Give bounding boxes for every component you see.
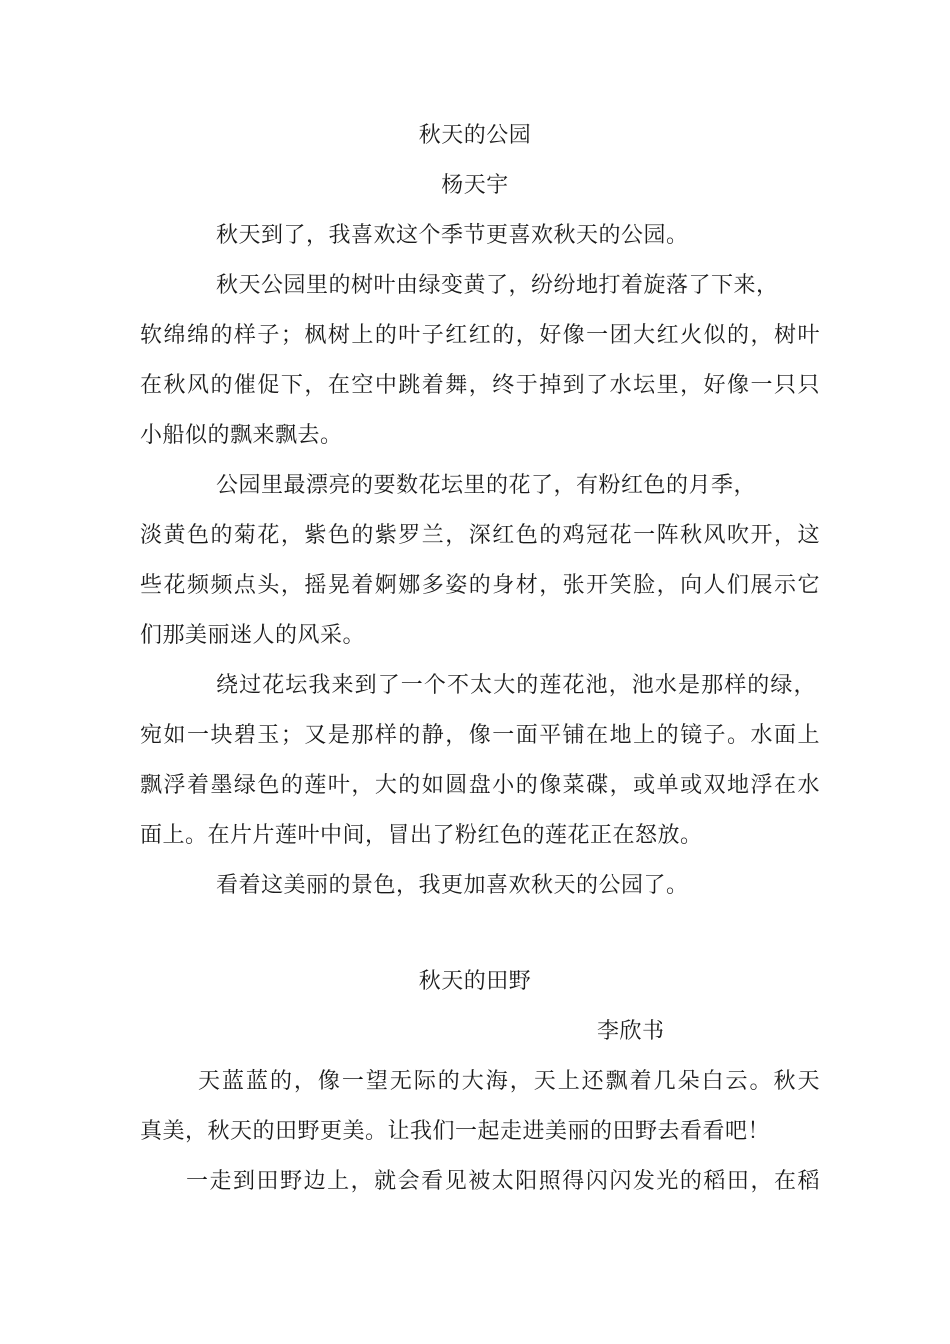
- essay1-line: 看着这美丽的景色，我更加喜欢秋天的公园了。: [216, 873, 689, 898]
- essay2-author: 李欣书: [597, 1019, 665, 1044]
- essay2-line: 天蓝蓝的，像一望无际的大海，天上还飘着几朵白云。秋天: [198, 1069, 820, 1094]
- essay1-line: 软绵绵的样子；枫树上的叶子红红的，好像一团大红火似的，树叶: [140, 323, 820, 348]
- essay1-title: 秋天的公园: [418, 123, 532, 148]
- essay1-line: 飘浮着墨绿色的莲叶，大的如圆盘小的像菜碟，或单或双地浮在水: [140, 773, 820, 798]
- essay1-author: 杨天宇: [441, 173, 509, 198]
- essay2-line: 真美，秋天的田野更美。让我们一起走进美丽的田野去看看吧！: [140, 1119, 771, 1144]
- essay1-line: 些花频频点头，摇晃着婀娜多姿的身材，张开笑脸，向人们展示它: [140, 573, 820, 598]
- essay1-line: 们那美丽迷人的风采。: [140, 623, 366, 648]
- essay1-line: 秋天公园里的树叶由绿变黄了，纷纷地打着旋落了下来，: [216, 273, 779, 298]
- essay1-line: 淡黄色的菊花，紫色的紫罗兰，深红色的鸡冠花一阵秋风吹开，这: [140, 523, 820, 548]
- essay1-line: 绕过花坛我来到了一个不太大的莲花池，池水是那样的绿，: [216, 673, 816, 698]
- essay1-line: 公园里最漂亮的要数花坛里的花了，有粉红色的月季，: [216, 473, 757, 498]
- essay1-line: 秋天到了，我喜欢这个季节更喜欢秋天的公园。: [216, 223, 689, 248]
- essay2-title: 秋天的田野: [418, 969, 532, 994]
- essay2-line: 一走到田野边上，就会看见被太阳照得闪闪发光的稻田，在稻: [186, 1169, 820, 1194]
- essay1-line: 面上。在片片莲叶中间，冒出了粉红色的莲花正在怒放。: [140, 823, 703, 848]
- essay1-line: 在秋风的催促下，在空中跳着舞，终于掉到了水坛里，好像一只只: [140, 373, 820, 398]
- essay1-line: 宛如一块碧玉；又是那样的静，像一面平铺在地上的镜子。水面上: [140, 723, 820, 748]
- essay1-line: 小船似的飘来飘去。: [140, 423, 343, 448]
